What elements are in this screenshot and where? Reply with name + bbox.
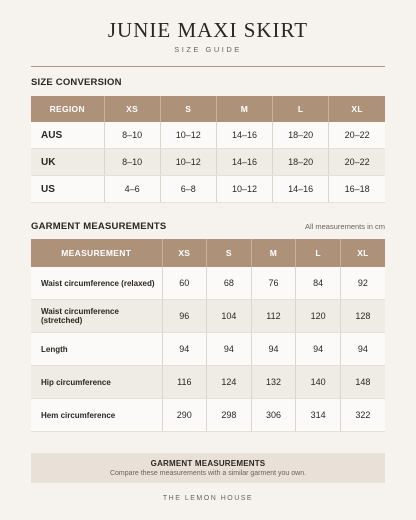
table-row-hem [31, 399, 385, 432]
measurement-tip-box [31, 453, 385, 483]
page-title: JUNIE MAXI SKIRT [107, 18, 309, 42]
table-cell: 10–12 [216, 176, 272, 203]
table-cell: 92 [340, 267, 385, 300]
column-header-l: L [273, 96, 329, 122]
region-label: AUS [31, 122, 104, 149]
table-cell: 60 [162, 267, 207, 300]
table-row-uk [31, 149, 385, 176]
table-cell: 68 [207, 267, 252, 300]
table-cell: 120 [296, 300, 341, 333]
table-cell: 112 [251, 300, 296, 333]
column-header-s: S [160, 96, 216, 122]
table-cell: 298 [207, 399, 252, 432]
size-conversion-heading: SIZE CONVERSION [31, 77, 122, 88]
garment-measurements-table [31, 239, 385, 432]
table-cell: 18–20 [273, 149, 329, 176]
table-row-waist-stretched [31, 300, 385, 333]
table-header-row [31, 96, 385, 122]
measurement-label: Hem circumference [31, 399, 162, 432]
column-header-s: S [207, 239, 252, 267]
table-cell: 14–16 [216, 122, 272, 149]
table-cell: 10–12 [160, 122, 216, 149]
region-label: US [31, 176, 104, 203]
table-cell: 322 [340, 399, 385, 432]
column-header-xs: XS [162, 239, 207, 267]
garment-measurements-heading: GARMENT MEASUREMENTS [31, 221, 167, 232]
column-header-m: M [251, 239, 296, 267]
table-cell: 290 [162, 399, 207, 432]
table-row-us [31, 176, 385, 203]
table-row-hip [31, 366, 385, 399]
measurement-label: Hip circumference [31, 366, 162, 399]
region-label: UK [31, 149, 104, 176]
table-cell: 94 [207, 333, 252, 366]
measurement-label: Waist circumference (relaxed) [31, 267, 162, 300]
table-cell: 94 [162, 333, 207, 366]
tip-title: GARMENT MEASUREMENTS [150, 459, 266, 468]
table-cell: 8–10 [104, 149, 160, 176]
page-subtitle: SIZE GUIDE [174, 45, 242, 54]
table-row-waist-relaxed [31, 267, 385, 300]
measurement-label: Length [31, 333, 162, 366]
table-row-length [31, 333, 385, 366]
table-cell: 20–22 [329, 122, 385, 149]
table-cell: 14–16 [273, 176, 329, 203]
column-header-m: M [216, 96, 272, 122]
table-cell: 104 [207, 300, 252, 333]
column-header-measurement: MEASUREMENT [31, 239, 162, 267]
title-divider [31, 66, 385, 67]
table-cell: 10–12 [160, 149, 216, 176]
column-header-xs: XS [104, 96, 160, 122]
table-cell: 6–8 [160, 176, 216, 203]
table-cell: 16–18 [329, 176, 385, 203]
table-cell: 96 [162, 300, 207, 333]
table-cell: 124 [207, 366, 252, 399]
size-conversion-table [31, 96, 385, 203]
brand-name: THE LEMON HOUSE [162, 495, 254, 502]
column-header-xl: XL [329, 96, 385, 122]
table-cell: 128 [340, 300, 385, 333]
table-cell: 140 [296, 366, 341, 399]
tip-text: Compare these measurements with a similar garment you own. [109, 470, 307, 477]
table-cell: 94 [251, 333, 296, 366]
table-cell: 14–16 [216, 149, 272, 176]
units-note: All measurements in cm [304, 222, 385, 231]
column-header-l: L [296, 239, 341, 267]
column-header-xl: XL [340, 239, 385, 267]
table-cell: 20–22 [329, 149, 385, 176]
table-cell: 4–6 [104, 176, 160, 203]
table-header-row [31, 239, 385, 267]
table-cell: 18–20 [273, 122, 329, 149]
table-cell: 306 [251, 399, 296, 432]
table-cell: 94 [296, 333, 341, 366]
table-cell: 314 [296, 399, 341, 432]
measurement-label: Waist circumference (stretched) [31, 300, 162, 333]
table-cell: 94 [340, 333, 385, 366]
table-cell: 132 [251, 366, 296, 399]
column-header-region: REGION [31, 96, 104, 122]
table-cell: 84 [296, 267, 341, 300]
table-row-aus [31, 122, 385, 149]
table-cell: 148 [340, 366, 385, 399]
table-cell: 8–10 [104, 122, 160, 149]
table-cell: 116 [162, 366, 207, 399]
table-cell: 76 [251, 267, 296, 300]
